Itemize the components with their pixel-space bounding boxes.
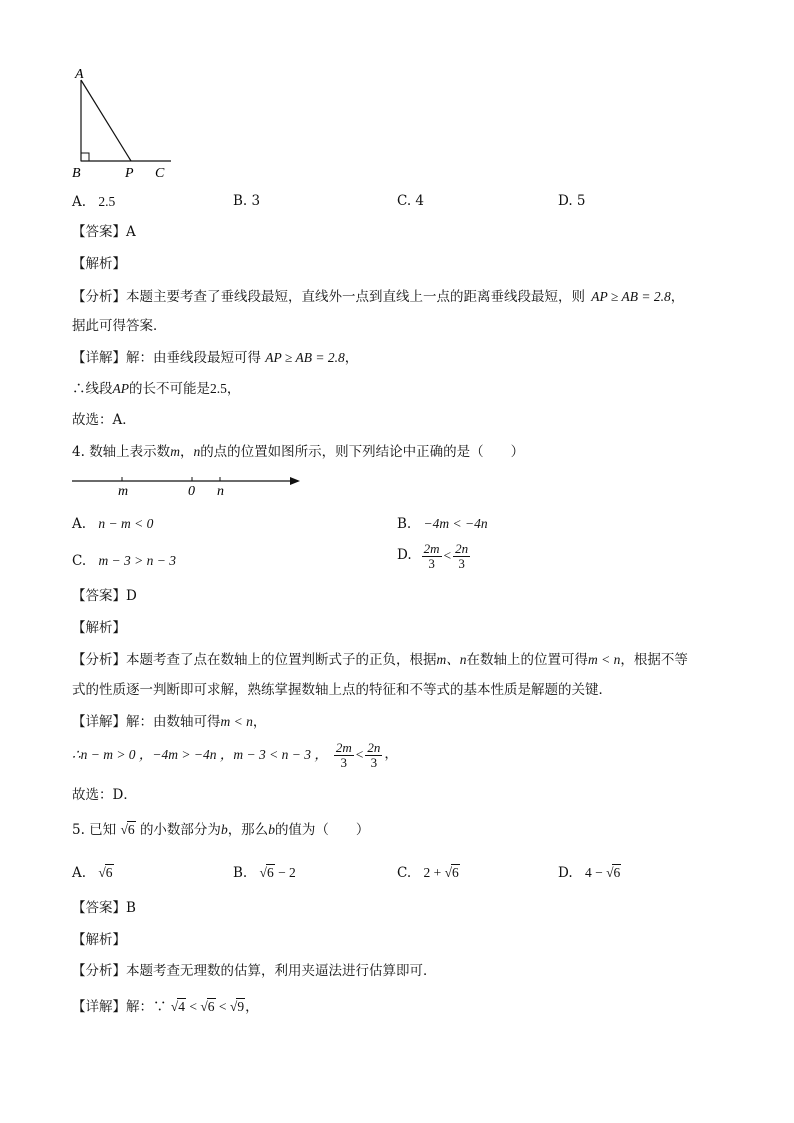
label-n: n — [217, 484, 224, 499]
q5-option-a-radicand: 6 — [105, 865, 113, 880]
q5-detail-lt-2: < — [215, 999, 230, 1014]
q5-detail-tag: 【详解】 — [72, 999, 126, 1015]
q5-detail-sqrt-6: √6 — [200, 999, 215, 1014]
q5-option-d-sqrt: √6 — [606, 865, 621, 880]
label-p: P — [125, 166, 134, 181]
q4-analysis-e: ，根据不等 — [620, 652, 688, 668]
q3-option-c: C. 4 — [397, 193, 425, 209]
q5-detail-radicand-4: 4 — [178, 999, 185, 1014]
q3-option-a-label: A. — [72, 194, 87, 210]
q3-analysis-tag: 【分析】 — [72, 289, 126, 305]
q5-option-b-label: B. — [233, 865, 248, 881]
q5-option-c-radicand: 6 — [451, 865, 459, 880]
q3-conclusion: 故选：A． — [72, 412, 136, 428]
q3-line2-value: 2.5 — [210, 381, 227, 396]
q4-stem-m: m — [170, 444, 180, 459]
q5-analysis-text: 本题考查无理数的估算，利用夹逼法进行估算即可． — [126, 963, 437, 979]
right-triangle-figure — [68, 66, 178, 181]
frac-left-den: 3 — [428, 555, 435, 571]
q5-option-b-radicand: 6 — [266, 865, 274, 880]
q4-stem-c: 的点的位置如图所示，则下列结论中正确的是（ ） — [200, 444, 525, 460]
q3-option-a — [72, 195, 115, 210]
number-line-arrow — [290, 477, 300, 485]
q5-option-a — [72, 866, 114, 881]
q3-answer: 【答案】A — [72, 224, 136, 240]
q5-answer: 【答案】B — [72, 900, 136, 916]
q4-detail-text: 解：由数轴可得 — [126, 714, 221, 730]
q5-detail-sqrt-4: √4 — [170, 999, 185, 1014]
q5-detail-lt-1: < — [185, 999, 201, 1014]
q4-therefore-frac-right — [365, 741, 382, 769]
q5-option-b-sqrt: √6 — [259, 865, 274, 880]
q4-therefore-frac-left — [334, 741, 354, 769]
q3-analysis-line2: 据此可得答案． — [72, 318, 167, 334]
q5-jiexi-heading: 【解析】 — [72, 932, 126, 948]
q5-detail-radicand-9: 9 — [237, 999, 245, 1014]
q4-detail-tag: 【详解】 — [72, 714, 126, 730]
q5-option-b — [233, 866, 296, 881]
q4-analysis-m-lt-n: m < n — [588, 652, 621, 667]
q5-option-a-label: A. — [72, 865, 87, 881]
q4-analysis-line2: 式的性质逐一判断即可求解，熟练掌握数轴上点的特征和不等式的基本性质是解题的关键． — [72, 682, 612, 698]
q5-stem-sqrt: √6 — [120, 822, 135, 837]
q3-option-b: B. 3 — [233, 193, 261, 209]
q4-option-c — [72, 554, 176, 569]
q5-option-c — [397, 866, 460, 881]
q5-stem — [72, 823, 369, 838]
q5-detail-text: 解：∵ — [126, 999, 167, 1015]
q4-option-c-expr: m − 3 > n − 3 — [98, 553, 177, 568]
q5-stem-a: 5. 已知 — [72, 822, 117, 838]
q4-jiexi-heading: 【解析】 — [72, 620, 126, 636]
q4-option-b — [397, 517, 488, 532]
segment-ap — [81, 80, 131, 161]
label-m: m — [118, 484, 129, 499]
q4-therefore-text: ∴n − m > 0 ，−4m > −4n ，m − 3 < n − 3 ， — [72, 747, 328, 763]
q3-detail-line2: ∴线段AP的长不可能是2.5， — [72, 381, 241, 397]
q3-line2-text-b: 的长不可能是 — [129, 381, 210, 397]
q3-line2-text-a: ∴线段 — [72, 381, 113, 397]
q5-detail-tail: ， — [245, 999, 259, 1015]
q3-jiexi-heading: 【解析】 — [72, 256, 126, 272]
q4-detail-math: m < n — [220, 714, 253, 729]
q3-analysis-text: 本题主要考查了垂线段最短，直线外一点到直线上一点的距离垂线段最短，则 — [126, 289, 585, 305]
q4-option-b-label: B. — [397, 516, 412, 532]
q5-analysis-tag: 【分析】 — [72, 963, 126, 979]
q5-detail-sqrt-9: √9 — [229, 999, 245, 1014]
q4-analysis-c: 在数轴上的位置可得 — [466, 652, 588, 668]
q4-analysis-tag: 【分析】 — [72, 652, 126, 668]
q4-stem-n: n — [193, 444, 201, 459]
label-a: A — [75, 67, 84, 82]
q3-option-a-value: 2.5 — [98, 194, 116, 209]
q3-line2-ap: AP — [112, 381, 129, 396]
q4-detail-line1: 【详解】解：由数轴可得m < n， — [72, 714, 267, 730]
q5-option-d-label: D. — [558, 865, 573, 881]
label-b: B — [72, 166, 81, 181]
right-angle-mark — [81, 153, 89, 161]
q4-option-d-frac-left — [422, 542, 442, 570]
q4-option-c-label: C. — [72, 553, 87, 569]
q5-option-d-radicand: 6 — [613, 865, 621, 880]
q3-analysis-line1: 【分析】本题主要考查了垂线段最短，直线外一点到直线上一点的距离垂线段最短，则 AP ≥ AB = 2.8， — [72, 289, 685, 305]
q5-option-d-head: 4 − — [584, 865, 607, 880]
q5-option-c-label: C. — [397, 865, 412, 881]
q4-option-b-expr: −4m < −4n — [423, 516, 488, 531]
q4-analysis-line1 — [72, 653, 688, 668]
frac-right-num: 2n — [455, 541, 469, 556]
frac-right-den: 3 — [458, 555, 465, 571]
q5-analysis-line1 — [72, 965, 437, 979]
q5-stem-var-b: b — [220, 822, 228, 837]
q5-option-b-tail: − 2 — [274, 865, 296, 880]
q4-number: 4. — [72, 444, 85, 460]
q4-option-a-label: A. — [72, 516, 87, 532]
q4-conclusion: 故选：D． — [72, 787, 137, 803]
q5-stem-radicand: 6 — [127, 822, 135, 837]
therefore-frac-left-den: 3 — [340, 754, 348, 770]
therefore-frac-right-num: 2n — [367, 740, 381, 755]
q5-stem-var-b2: b — [268, 822, 275, 837]
frac-left-num: 2m — [423, 541, 440, 556]
q5-option-c-sqrt: √6 — [444, 865, 459, 880]
q3-detail-tag: 【详解】 — [72, 350, 126, 366]
q4-answer: 【答案】D — [72, 588, 137, 604]
q4-analysis-mn: m、n — [436, 652, 467, 667]
label-zero: 0 — [188, 484, 195, 499]
q3-detail-math: AP ≥ AB = 2.8 — [265, 350, 345, 365]
q4-option-a — [72, 517, 153, 532]
q5-stem-d: 的值为（ ） — [274, 822, 370, 838]
q3-option-d: D. 5 — [558, 193, 586, 209]
label-c: C — [155, 166, 165, 181]
q4-option-d-label: D. — [397, 547, 412, 564]
q4-option-d-op: < — [443, 548, 452, 564]
q4-option-d-frac-right — [453, 542, 470, 570]
q4-option-d — [397, 542, 472, 570]
q5-detail-line1 — [72, 1000, 259, 1015]
q4-therefore-op: < — [355, 747, 364, 763]
q5-detail-radicand-6: 6 — [207, 999, 215, 1014]
q4-stem-a: 数轴上表示数 — [89, 444, 171, 460]
therefore-frac-left-num: 2m — [335, 740, 352, 755]
q3-detail-text: 解：由垂线段最短可得 — [126, 350, 261, 366]
q3-detail-line1: 【详解】解：由垂线段最短可得 AP ≥ AB = 2.8， — [72, 350, 359, 366]
q4-stem — [72, 445, 524, 460]
q4-option-a-expr: n − m < 0 — [98, 516, 154, 531]
q5-option-d — [558, 866, 621, 881]
q4-therefore-line: ∴n − m > 0 ，−4m > −4n ，m − 3 < n − 3 ， $\frac{2m}{3}$ < $\frac{2n}{3}$ ， — [72, 740, 398, 770]
q5-stem-c: ，那么 — [227, 822, 269, 838]
number-line-figure — [70, 468, 305, 500]
q5-option-c-head: 2 + — [423, 865, 445, 880]
q4-analysis-a: 本题考查了点在数轴上的位置判断式子的正负，根据 — [126, 652, 437, 668]
q4-stem-b: ， — [179, 444, 194, 460]
q3-analysis-math: AP ≥ AB = 2.8 — [591, 289, 671, 304]
q5-option-a-sqrt: √6 — [98, 865, 113, 880]
therefore-frac-right-den: 3 — [370, 754, 378, 770]
q5-stem-b: 的小数部分为 — [139, 822, 221, 838]
